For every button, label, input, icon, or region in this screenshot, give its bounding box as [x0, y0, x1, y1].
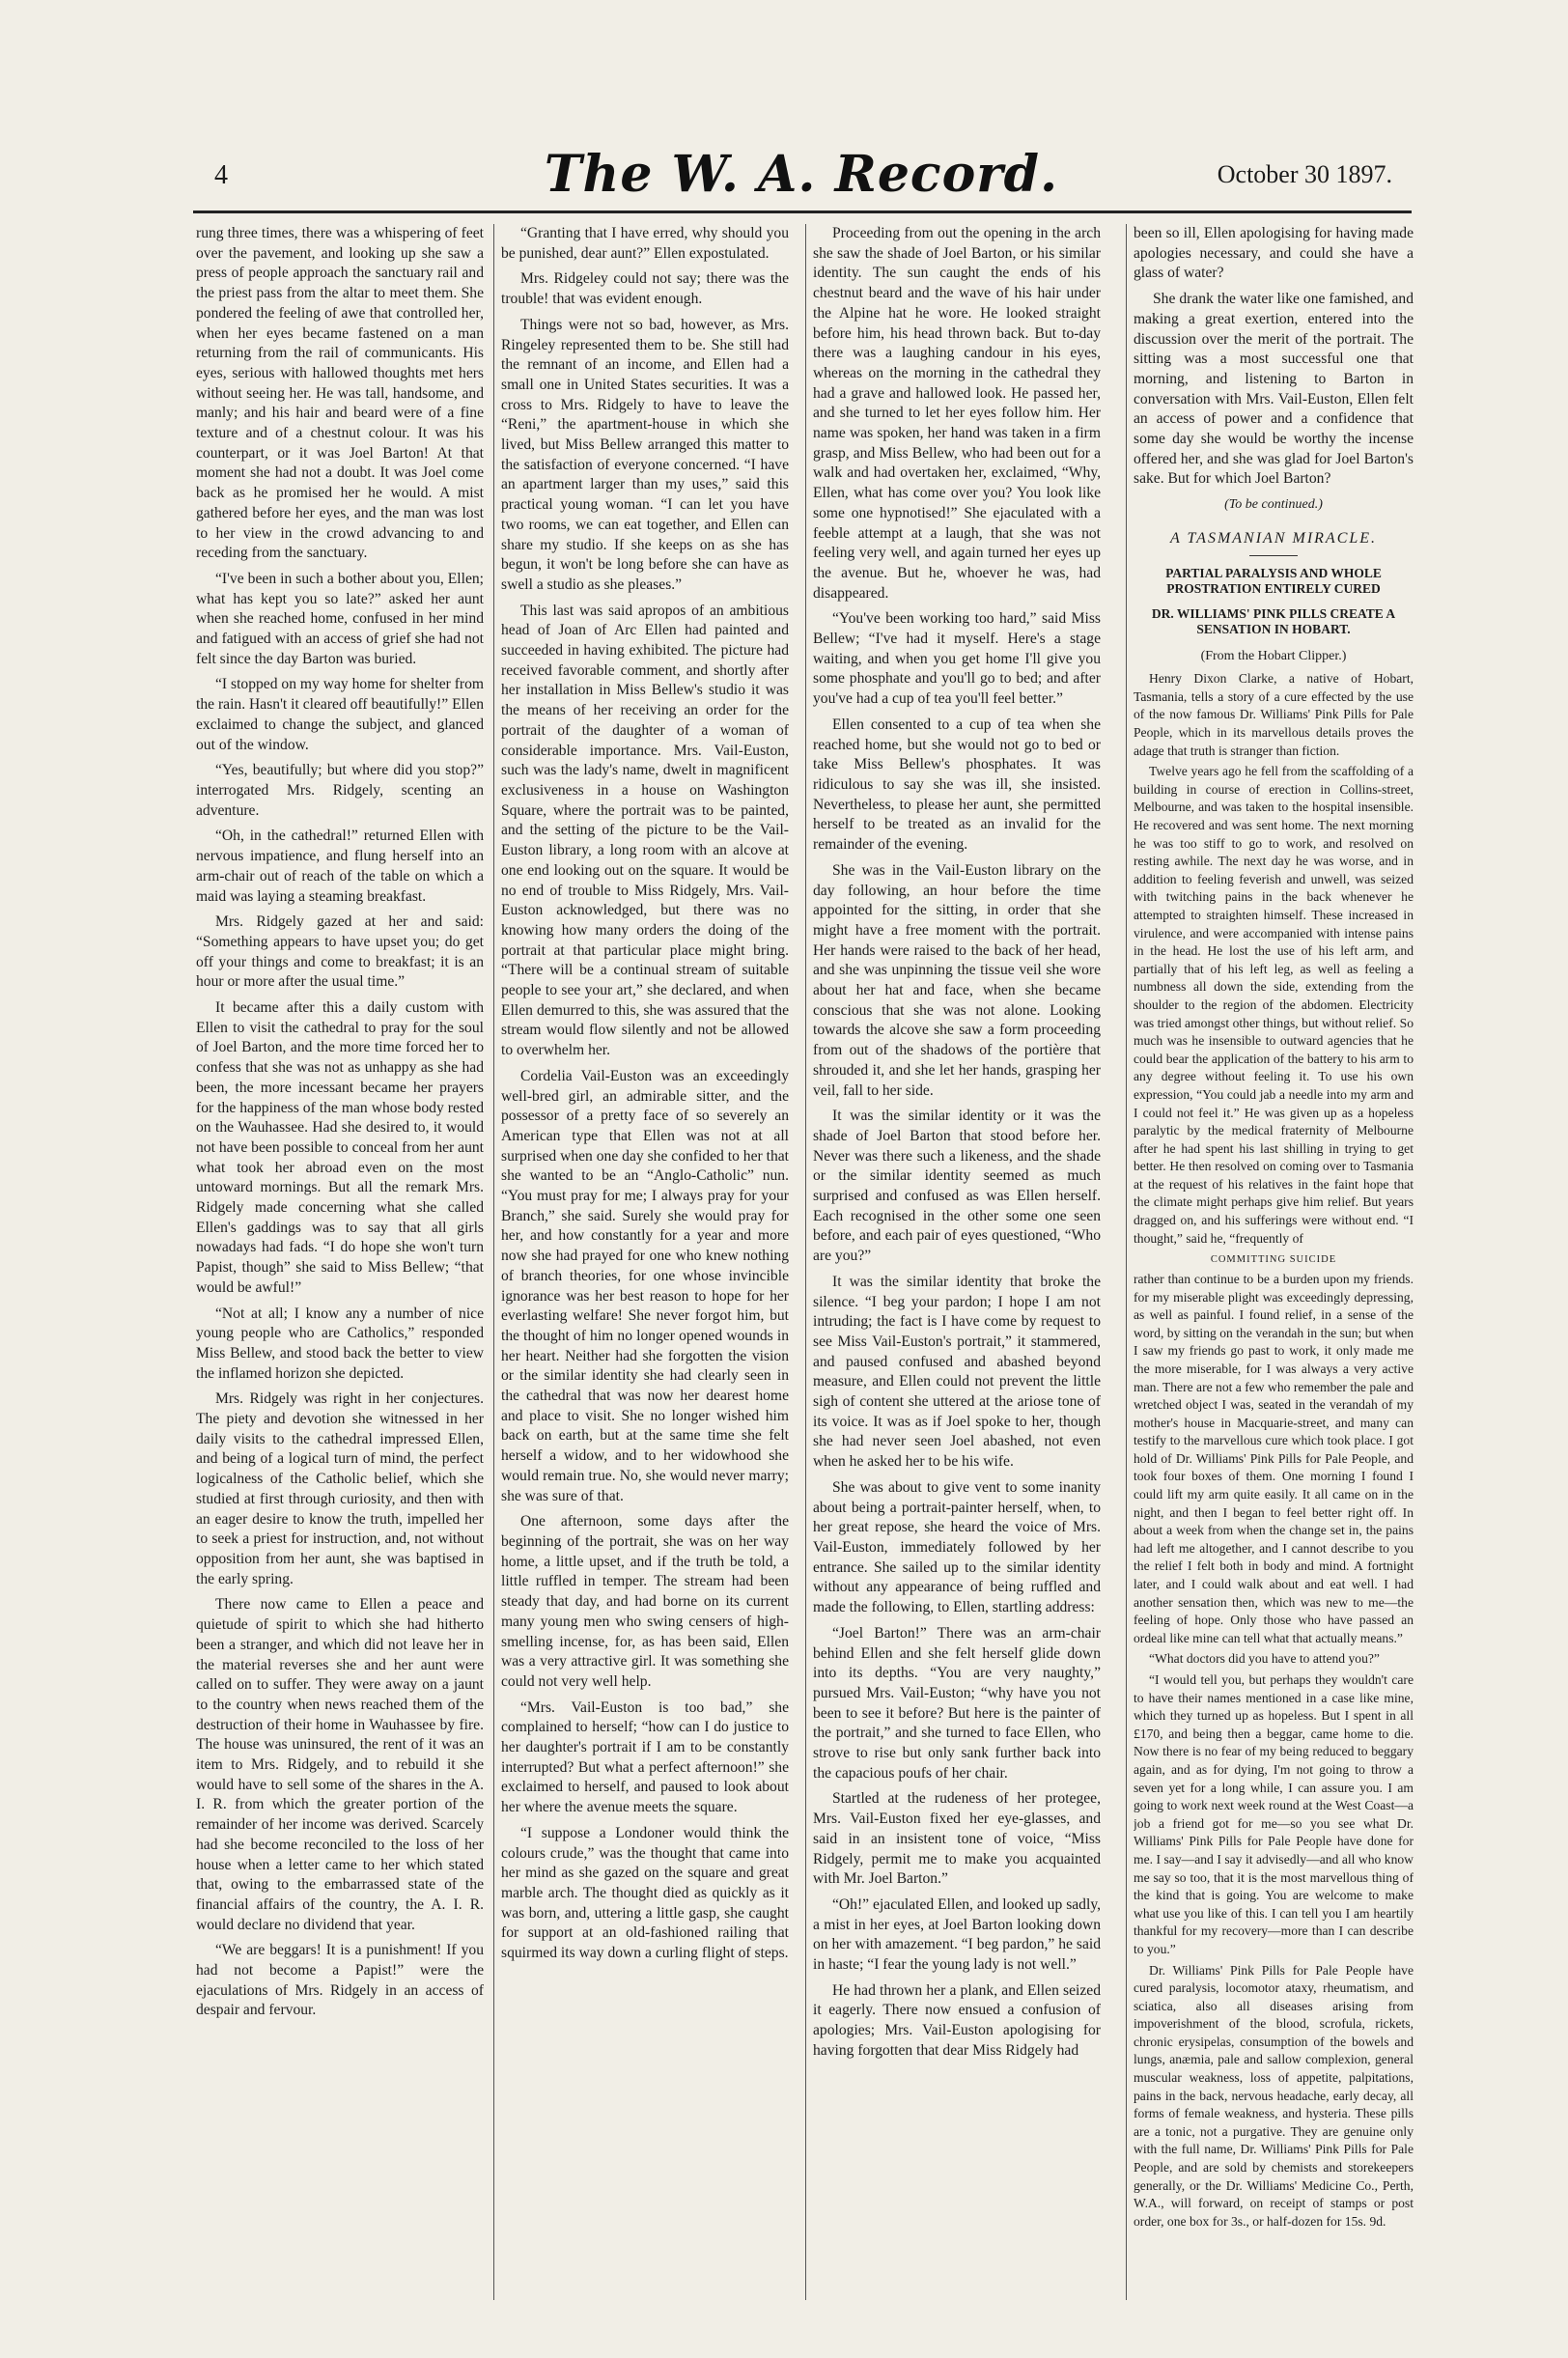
column-divider — [805, 224, 806, 2300]
paragraph: Ellen consented to a cup of tea when she reached home, but she would not go to bed or take Miss Bellew's phosphates. It was ridiculous to say she was ill, she insisted. Nevertheless, to please her aunt, she permitted herself to be treated as an invalid for the remainder of the evening. — [813, 716, 1101, 854]
paragraph: “Joel Barton!” There was an arm-chair behind Ellen and she felt herself glide down into its depths. “You are very naughty,” pursued Mrs. Vail-Euston; “why have you not been to see it before? But here is the painter of the portrait,” and she turned to face Ellen, who strove to rise but only sank further back into the capacious poufs of her chair. — [813, 1624, 1101, 1782]
paragraph: This last was said apropos of an ambitious head of Joan of Arc Ellen had painted and succeeded in having exhibited. The picture had received favorable comment, and shortly after her installation in Miss Bellew's studio it was the means of her receiving an order for the portrait of the daughter of a woman of considerable importance. Mrs. Vail-Euston, such was the lady's name, dwelt in magnificent exclusiveness in a house on Washington Square, where the portrait was to be painted, and the setting of the picture to be the Vail-Euston library, a long room with an alcove at one end looking out on the square. It would be no end of trouble to Miss Ridgely, Mrs. Vail-Euston acknowledged, but there was no knowing how many orders the doing of the portrait at that particular place might bring. “There will be a continual stream of suitable people to see your art,” she declared, and when Ellen demurred to this, she was assured that the stream would flow silently and not be allowed to overwhelm her. — [501, 602, 789, 1059]
paragraph: It became after this a daily custom with Ellen to visit the cathedral to pray for the soul of Joel Barton, and the more time forced her to confess that she was not as unhappy as she had been, the more incessant became her prayers for the happiness of the man whose body rested on the Wauhassee. Had she desired to, it would not have been possible to conceal from her aunt what took her abroad even on the most untoward mornings. But all the remark Mrs. Ridgely made concerning what she called Ellen's gaddings was to say that all girls nowadays had fads. “I do hope she won't turn Papist, though” she said to Miss Bellew; “that would be awful!” — [196, 999, 484, 1296]
page-number: 4 — [214, 160, 228, 190]
paragraph: “Yes, beautifully; but where did you stop?” interrogated Mrs. Ridgely, scenting an adventure. — [196, 762, 484, 819]
paragraph: “I've been in such a bother about you, Ellen; what has kept you so late?” asked her aunt when she reached home, confused in her mind and fatigued with an access of grief she had not felt since the day Barton was buried. — [196, 570, 484, 667]
masthead: The W. A. Record. — [544, 145, 1059, 204]
column-3 — [813, 224, 1101, 2300]
paragraph: been so ill, Ellen apologising for having made apologies necessary, and could she have a glass of water? — [1134, 225, 1414, 282]
column-1 — [196, 224, 484, 2300]
title-rule — [1249, 555, 1298, 556]
paragraph: Mrs. Ridgeley could not say; there was the trouble! that was evident enough. — [501, 270, 789, 308]
article-subheading-2: DR. WILLIAMS' PINK PILLS CREATE A SENSATION IN HOBART. — [1151, 605, 1396, 636]
paragraph: “You've been working too hard,” said Miss Bellew; “I've had it myself. Here's a stage waiting, and when you get home I'll give you some phosphate and you'll go to bed; and after you've had a cup of tea you'll feel better.” — [813, 610, 1101, 708]
paragraph: “Not at all; I know any a number of nice young people who are Catholics,” responded Miss Bellew, and stood back the better to view the inflamed horizon she depicted. — [196, 1305, 484, 1382]
to-be-continued: (To be continued.) — [1224, 497, 1323, 513]
paragraph: He had thrown her a plank, and Ellen seized it eagerly. There now ensued a confusion of apologies; Mrs. Vail-Euston apologising for having forgotten that dear Miss Ridgely had — [813, 1981, 1101, 2059]
column-divider — [1126, 224, 1127, 2300]
paragraph: She was in the Vail-Euston library on the day following, an hour before the time appointed for the sitting, in order that she might have a free moment with the portrait. Her hands were raised to the back of her head, and she was unpinning the tissue veil she wore about her hat and face, when she became conscious that she was not alone. Looking towards the alcove she saw a form proceeding from out of the shadows of the portière that shrouded it, and she let her hands, grasping her veil, fall to her side. — [813, 861, 1101, 1099]
article-title: A TASMANIAN MIRACLE. — [1169, 529, 1378, 547]
article-subheading-1: PARTIAL PARALYSIS AND WHOLE PROSTRATION ENTIRELY CURED — [1165, 565, 1382, 596]
issue-date: October 30 1897. — [1217, 160, 1392, 188]
paragraph: “I suppose a Londoner would think the colours crude,” was the thought that came into her mind as she gazed on the square and great marble arch. The thought died as quickly as it was born, and, uttering a little gasp, she caught for support at an old-fashioned railing that squirmed its way down a curling flight of steps. — [501, 1824, 789, 1962]
paragraph: “I would tell you, but perhaps they wouldn't care to have their names mentioned in a case like mine, which they turned up as hopeless. But I spent in all £170, and being then a beggar, came home to die. Now there is no fear of my being reduced to beggary again, and as for dying, I'm not going to throw a seven yet for a long while, I can assure you. I am going to work next week round at the West Coast—a job a friend got for me—so you see what Dr. Williams' Pink Pills for Pale People have done for me. I say—and I say it advisedly—and all who know me say so too, that it is the most marvellous thing of the kind that is going. You are welcome to make what use you like of this. I can tell you I am heartily thankful for my recovery—more than I can describe to you.” — [1134, 1672, 1414, 1956]
article-inline-heading: COMMITTING SUICIDE — [1210, 1254, 1337, 1266]
story-ending — [1134, 224, 1414, 490]
paragraph: There now came to Ellen a peace and quietude of spirit to which she had hitherto been a stranger, and which did not leave her in the material reverses she and her aunt were called on to suffer. They were away on a jaunt to the country when news reached them of the destruction of their home in Wauhassee by fire. The house was uninsured, the rent of it was an item to Mrs. Ridgely, and to rebuild it she would have to sell some of the shares in the A. I. R. from which the greater portion of the remainder of her income was derived. Scarcely had she become reconciled to the loss of her house when a letter came to her which stated that, owing to the embarrassed state of the financial affairs of the country, the A. I. R. would declare no dividend that year. — [196, 1596, 484, 1933]
paragraph: Startled at the rudeness of her protegee, Mrs. Vail-Euston fixed her eye-glasses, and said in an insistent tone of voice, “Miss Ridgely, permit me to make you acquainted with Mr. Joel Barton.” — [813, 1790, 1101, 1888]
paragraph: “I stopped on my way home for shelter from the rain. Hasn't it cleared off beautifully!” Ellen exclaimed to change the subject, and glanced out of the window. — [196, 676, 484, 753]
paragraph: Mrs. Ridgely was right in her conjectures. The piety and devotion she witnessed in her daily visits to the cathedral impressed Ellen, and being of a logical turn of mind, the perfect logicalness of the Catholic belief, which she studied at first through curiosity, and then with an eager desire to know the truth, impelled her to seek a priest for instruction, and, not without opposition from her aunt, she was baptised in the early spring. — [196, 1390, 484, 1587]
paragraph: rung three times, there was a whispering of feet over the pavement, and looking up she saw a press of people approach the sanctuary rail and the priest pass from the altar to meet them. She pondered the feeling of awe that controlled her, when her eyes became fastened on a man returning from the rail of communicants. His eyes, serious with hallowed thoughts met hers without seeing her. He was tall, handsome, and manly; and his hair and beard were of a fine texture and of a chestnut colour. It was his counterpart, or it was Joel Barton! At that moment she had not a doubt. It was Joel come back as he promised her he would. A mist gathered before her eyes, and the man was lost to her view in the crowd advancing to and receding from the sanctuary. — [196, 225, 484, 562]
paragraph: “Mrs. Vail-Euston is too bad,” she complained to herself; “how can I do justice to her daughter's portrait if I am to be constantly interrupted? But what a perfect afternoon!” she exclaimed to herself, and paused to look about her where the avenue meets the square. — [501, 1698, 789, 1816]
paragraph: Dr. Williams' Pink Pills for Pale People have cured paralysis, locomotor ataxy, rheumatism, and sciatica, also all diseases arising from impoverishment of the blood, scrofula, rickets, chronic erysipelas, consumption of the bowels and lungs, anæmia, pale and sallow complexion, general muscular weakness, loss of appetite, palpitations, pains in the back, nervous headache, early decay, all forms of female weakness, and hysteria. These pills are a tonic, not a purgative. They are genuine only with the full name, Dr. Williams' Pink Pills for Pale People, and are sold by chemists and storekeepers generally, or the Dr. Williams' Medicine Co., Perth, W.A., will forward, on receipt of stamps or post order, one box for 3s., or half-dozen for 15s. 9d. — [1134, 1962, 1414, 2229]
paragraph: Things were not so bad, however, as Mrs. Ringeley represented them to be. She still had the remnant of an income, and Ellen had a small one in United States securities. It was a cross to Mrs. Ridgely to have to leave the “Reni,” the apartment-house in which she lived, but Miss Bellew arranged this matter to the satisfaction of everyone concerned. “I have an apartment larger than my uses,” said this practical young woman. “I can let you have two rooms, we can eat together, and Ellen can share my studio. If she keeps on as she has begun, it won't be long before she can have as swell a studio as she pleases.” — [501, 316, 789, 593]
paragraph: It was the similar identity that broke the silence. “I beg your pardon; I hope I am not intruding; the fact is I have come by request to see Miss Vail-Euston's portrait,” it stammered, and paused confused and abashed beyond measure, and Ellen could not prevent the little sigh of content she uttered at the ariose tone of its voice. It was as if Joel spoke to her, though she had never seen Joel abashed, not even when he asked her to be his wife. — [813, 1273, 1101, 1471]
paragraph: “Granting that I have erred, why should you be punished, dear aunt?” Ellen expostulated. — [501, 225, 789, 262]
paragraph: She was about to give vent to some inanity about being a portrait-painter herself, when, to her great repose, she heard the voice of Mrs. Vail-Euston, immediately followed by her entrance. She sailed up to the similar identity without any appearance of being ruffled and made the following, to Ellen, startling address: — [813, 1478, 1101, 1616]
column-2 — [501, 224, 789, 2300]
article-body-2 — [1134, 1271, 1414, 2231]
paragraph: Mrs. Ridgely gazed at her and said: “Something appears to have upset you; do get off your things and come to breakfast; it is an hour or more after the usual time.” — [196, 913, 484, 991]
article-body-1 — [1134, 670, 1414, 1248]
paragraph: “What doctors did you have to attend you?” — [1149, 1651, 1380, 1667]
column-divider — [493, 224, 494, 2300]
page-header — [193, 145, 1410, 203]
header-rule — [193, 211, 1412, 213]
column-4 — [1134, 224, 1414, 2300]
paragraph: It was the similar identity or it was the shade of Joel Barton that stood before her. Never was there such a likeness, and the shade or the similar identity seemed as much surprised and confused as was Ellen herself. Each recognised in the other some one seen before, and each pair of eyes questioned, “Who are you?” — [813, 1108, 1101, 1265]
article-source: (From the Hobart Clipper.) — [1200, 648, 1347, 663]
paragraph: Cordelia Vail-Euston was an exceedingly well-bred girl, an admirable sitter, and the possessor of a pretty face of so severely an American type that Ellen was not at all surprised when one day she confided to her that she wanted to be an “Anglo-Catholic” nun. “You must pray for me; I always pray for your Branch,” she said. Surely she would pray for her, and how constantly for a year and more now she had prayed for one who knew nothing of branch theories, for one whose invincible ignorance was her best reason to hope for her everlasting welfare! She never forgot him, but the thought of him no longer opened wounds in her heart. Neither had she forgotten the vision or the similar identity she had clearly seen in the cathedral that was now her dearest home and place to visit. She no longer wished him back on earth, but at the same time she felt herself a widow, and to her widowhood she would remain true. No, she would never marry; she was sure of that. — [501, 1067, 789, 1504]
paragraph: “We are beggars! It is a punishment! If you had not become a Papist!” were the ejaculations of Mrs. Ridgely in an access of despair and fervour. — [196, 1942, 484, 2019]
paragraph: She drank the water like one famished, and making a great exertion, entered into the discussion over the merit of the portrait. The sitting was a most successful one that morning, and listening to Barton in conversation with Mrs. Vail-Euston, Ellen felt an access of power and a confidence that some day she would be worthy the incense offered her, and she was glad for Joel Barton's sake. But for which Joel Barton? — [1134, 291, 1414, 488]
paragraph: rather than continue to be a burden upon my friends. for my miserable plight was exceedingly depressing, as well as painful. I found relief, in a sense of the word, by sitting on the verandah in the sun; but when I saw my friends go past to work, it only made me the more miserable, for I was always a very active man. There are not a few who remember the pale and wretched object I was, seated in the verandah of my mother's house in Macquarie-street, and many can testify to the marvellous cure which took place. I got hold of Dr. Williams' Pink Pills for Pale People, and took four boxes of them. One morning I found I could lift my arm quite easily. It all came on in the night, and then I began to feel better right off. In about a week from when the change set in, the pains had left me altogether, and I cannot describe to you the relief I felt both in body and mind. A fortnight later, and I could walk about and eat well. I had another sensation then, which was new to me—the feeling of hope. Only those who have passed an ordeal like mine can tell what that actually means.” — [1134, 1271, 1414, 1645]
paragraph: Twelve years ago he fell from the scaffolding of a building in course of erection in Collins-street, Melbourne, and was taken to the hospital insensible. He recovered and was sent home. The next morning he was too stiff to go to work, and resolved on resting awhile. The next day he was worse, and in addition to feeling feverish and unwell, was seized with twitching pains in the back whenever he attempted to straighten himself. These increased in virulence, and were accompanied with intense pains in the head. He lost the use of his left arm, and partially that of his left leg, as well as feeling a numbness all down the side, extending from the shoulder to the region of the abdomen. Electricity was tried amongst other things, but without relief. So much was he insensible to outward agencies that he could bear the application of the battery to his arm to any degree without feeling it. To use his own expression, “You could jab a needle into my arm and I could not feel it.” He was given up as a hopeless paralytic by the medical fraternity of Melbourne after he had spent his last shilling in trying to get better. He then resolved on coming over to Tasmania at the request of his relatives in the faint hope that the climate might perhaps give him relief. But years dragged on, and his sufferings were without end. “I thought,” said he, “frequently of — [1134, 764, 1414, 1246]
paragraph: Proceeding from out the opening in the arch she saw the shade of Joel Barton, or his similar identity. The sun caught the ends of his chestnut beard and the wave of his hair under the Alpine hat he wore. He looked straight before him, his head thrown back. But to-day there was a laughing candour in his eyes, whereas on the morning in the cathedral they had a grave and hallowed look. He passed her, and she turned to let her eyes follow him. Her name was spoken, her hand was taken in a firm grasp, and Miss Bellew, who had been out for a walk and had overtaken her, exclaimed, “Why, Ellen, what has come over you? You look like some one hypnotised!” She ejaculated with a feeble attempt at a laugh, that she was not feeling very well, and again turned her eyes up the avenue. But he, whoever he was, had disappeared. — [813, 225, 1101, 602]
paragraph: Henry Dixon Clarke, a native of Hobart, Tasmania, tells a story of a cure effected by the use of the now famous Dr. Williams' Pink Pills for Pale People, which in its marvellous details proves the adage that truth is stranger than fiction. — [1134, 671, 1414, 758]
paragraph: One afternoon, some days after the beginning of the portrait, she was on her way home, a little upset, and if the truth be told, a little ruffled in temper. The stream had been steady that day, and had borne on its current many young men who swing censers of high-smelling incense, for, as has been said, Ellen was a very attractive girl. It was something she could not very well help. — [501, 1513, 789, 1690]
paragraph: “Oh, in the cathedral!” returned Ellen with nervous impatience, and flung herself into an arm-chair out of reach of the table on which a maid was laying a steaming breakfast. — [196, 828, 484, 905]
paragraph: “Oh!” ejaculated Ellen, and looked up sadly, a mist in her eyes, at Joel Barton looking down on her with amazement. “I beg pardon,” he said in haste; “I fear the young lady is not well.” — [813, 1895, 1101, 1974]
